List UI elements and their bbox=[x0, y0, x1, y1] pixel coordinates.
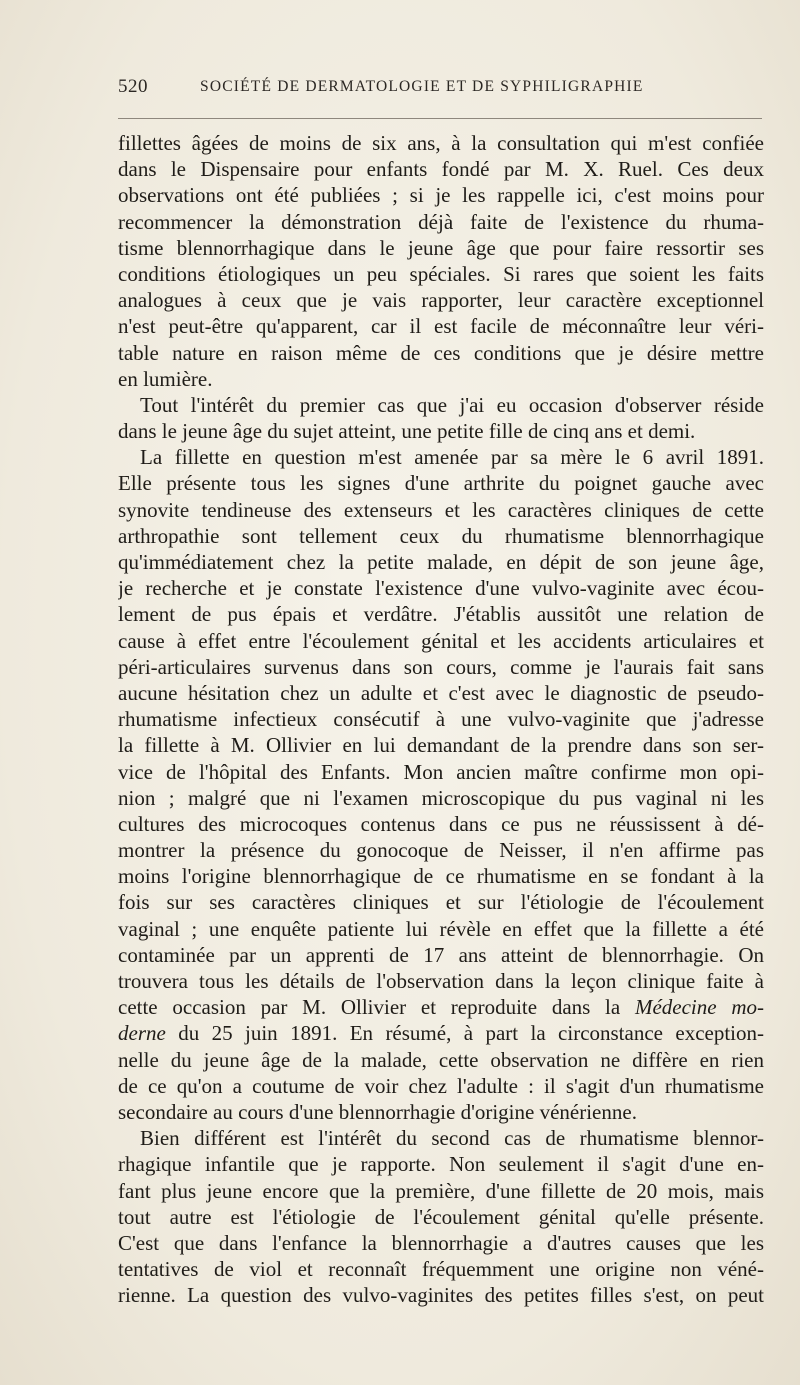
text-line: vice de l'hôpital des Enfants. Mon ancien maître confirme mon opi- bbox=[118, 759, 764, 784]
text-line: je recherche et je constate l'existence d'une vulvo-vaginite avec écou- bbox=[118, 576, 764, 601]
page-number: 520 bbox=[118, 76, 148, 97]
text-line: lement de pus épais et verdâtre. J'établis aussitôt une relation de bbox=[118, 602, 764, 627]
text-line: rhumatisme infectieux consécutif à une vulvo-vaginite que j'adresse bbox=[118, 707, 764, 732]
text-line: vaginal ; une enquête patiente lui révèle en effet que la fillette a été bbox=[118, 916, 764, 941]
text-line: trouvera tous les détails de l'observation dans la leçon clinique faite à bbox=[118, 969, 764, 993]
text-line: synovite tendineuse des extenseurs et les caractères cliniques de cette bbox=[118, 497, 764, 522]
text-line: moins l'origine blennorrhagique de ce rhumatisme en se fondant à la bbox=[118, 864, 764, 889]
running-title: SOCIÉTÉ DE DERMATOLOGIE ET DE SYPHILIGRAPHIE bbox=[200, 78, 644, 95]
text-line: tisme blennorrhagique dans le jeune âge que pour faire ressortir ses bbox=[118, 235, 764, 260]
text-line: nion ; malgré que ni l'examen microscopique du pus vaginal ni les bbox=[118, 785, 764, 810]
text-line: rienne. La question des vulvo-vaginites des petites filles s'est, on peut bbox=[118, 1283, 764, 1308]
text-line: observations ont été publiées ; si je les rappelle ici, c'est moins pour bbox=[118, 183, 764, 208]
text-line: secondaire au cours d'une blennorrhagie d'origine vénérienne. bbox=[118, 1099, 637, 1124]
text-line: dans le Dispensaire pour enfants fondé par M. X. Ruel. Ces deux bbox=[118, 157, 764, 182]
running-header bbox=[118, 76, 763, 102]
text-line: péri-articulaires survenus dans son cours, comme je l'aurais fait sans bbox=[118, 654, 764, 679]
text-line: en lumière. bbox=[118, 366, 213, 391]
text-line: de ce qu'on a coutume de voir chez l'adulte : il s'agit d'un rhumatisme bbox=[118, 1073, 764, 1098]
text-line: fois sur ses caractères cliniques et sur l'étiologie de l'écoulement bbox=[118, 890, 764, 915]
text-line: la fillette à M. Ollivier en lui demandant de la prendre dans son ser- bbox=[118, 733, 764, 758]
text-line: fillettes âgées de moins de six ans, à la consultation qui m'est confiée bbox=[118, 131, 764, 155]
text-line: dans le jeune âge du sujet atteint, une petite fille de cinq ans et demi. bbox=[118, 419, 696, 444]
text-line: Tout l'intérêt du premier cas que j'ai eu occasion d'observer réside bbox=[140, 392, 764, 417]
text-line: cette occasion par M. Ollivier et reproduite dans la Médecine mo- bbox=[118, 995, 764, 1020]
header-rule bbox=[118, 118, 762, 119]
text-line: rhagique infantile que je rapporte. Non seulement il s'agit d'une en- bbox=[118, 1152, 764, 1177]
text-line: cultures des microcoques contenus dans ce pus ne réussissent à dé- bbox=[118, 811, 764, 836]
text-line: cause à effet entre l'écoulement génital et les accidents articulaires et bbox=[118, 628, 764, 653]
text-line: n'est peut-être qu'apparent, car il est facile de méconnaître leur véri- bbox=[118, 314, 764, 339]
text-line: contaminée par un apprenti de 17 ans atteint de blennorrhagie. On bbox=[118, 942, 764, 967]
text-line: table nature en raison même de ces conditions que je désire mettre bbox=[118, 340, 764, 365]
text-line: arthropathie sont tellement ceux du rhumatisme blennorrhagique bbox=[118, 523, 764, 548]
text-line: analogues à ceux que je vais rapporter, leur caractère exceptionnel bbox=[118, 288, 764, 313]
text-line: fant plus jeune encore que la première, d'une fillette de 20 mois, mais bbox=[118, 1178, 764, 1203]
text-line: tout autre est l'étiologie de l'écoulement génital qu'elle présente. bbox=[118, 1204, 764, 1229]
text-line: aucune hésitation chez un adulte et c'est avec le diagnostic de pseudo- bbox=[118, 680, 764, 705]
text-line: La fillette en question m'est amenée par sa mère le 6 avril 1891. bbox=[140, 445, 764, 470]
text-line: Bien différent est l'intérêt du second cas de rhumatisme blennor- bbox=[140, 1126, 764, 1151]
text-line: montrer la présence du gonocoque de Neisser, il n'en affirme pas bbox=[118, 838, 764, 863]
text-line: qu'immédiatement chez la petite malade, en dépit de son jeune âge, bbox=[118, 550, 764, 574]
text-line: nelle du jeune âge de la malade, cette observation ne diffère en rien bbox=[118, 1047, 764, 1072]
text-line: derne du 25 juin 1891. En résumé, à part la circonstance exception- bbox=[118, 1021, 764, 1046]
body-text bbox=[118, 130, 764, 1308]
text-line: C'est que dans l'enfance la blennorrhagie a d'autres causes que les bbox=[118, 1230, 764, 1255]
text-line: Elle présente tous les signes d'une arthrite du poignet gauche avec bbox=[118, 471, 764, 496]
text-line: tentatives de viol et reconnaît fréquemment une origine non véné- bbox=[118, 1257, 764, 1282]
text-line: recommencer la démonstration déjà faite de l'existence du rhuma- bbox=[118, 209, 764, 234]
text-line: conditions étiologiques un peu spéciales. Si rares que soient les faits bbox=[118, 261, 764, 286]
